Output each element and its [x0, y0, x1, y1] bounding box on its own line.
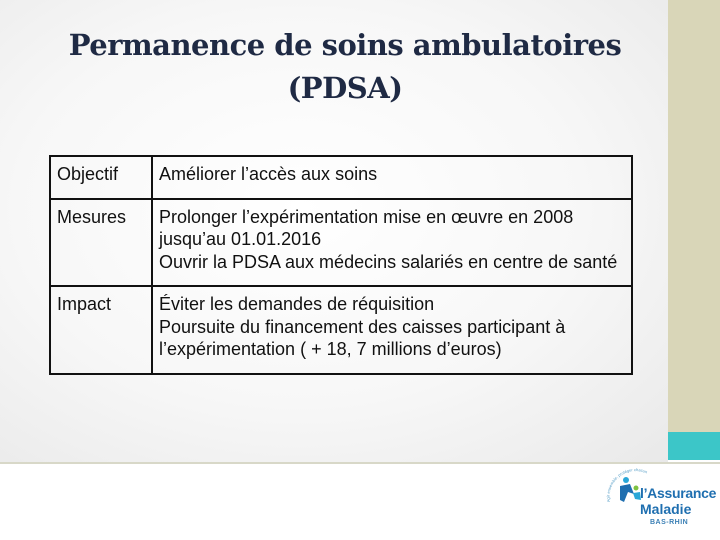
table-row: [50, 199, 632, 287]
logo-region: BAS-RHIN: [650, 519, 689, 526]
row-label-impact: Impact: [50, 286, 152, 374]
title-line-2: (PDSA): [287, 71, 403, 105]
row-label-mesures: Mesures: [50, 199, 152, 287]
logo-name-line-2: Maladie: [640, 501, 692, 517]
logo-name-line-1: l’Assurance: [640, 485, 717, 501]
logo-arc-text: Agir ensemble, protéger chacun: [605, 467, 649, 503]
row-label-objectif: Objectif: [50, 156, 152, 199]
table-row: [50, 156, 632, 199]
row-value-mesures: [152, 199, 632, 287]
row-text: Éviter les demandes de réquisition: [159, 294, 435, 314]
row-value-objectif: [152, 156, 632, 199]
row-text: Ouvrir la PDSA aux médecins salariés en centre de santé: [159, 251, 618, 272]
row-value-impact: [152, 286, 632, 374]
side-decoration-band: [668, 0, 720, 432]
side-accent-band: [668, 432, 720, 460]
row-text: Prolonger l’expérimentation mise en œuvre en 2008 jusqu’au 01.01.2016: [159, 206, 574, 249]
content-table: [49, 155, 633, 375]
slide-title: [20, 24, 670, 110]
logo-figures-icon: [620, 477, 641, 502]
row-text: Améliorer l’accès aux soins: [159, 164, 378, 184]
title-line-1: Permanence de soins ambulatoires: [68, 28, 622, 62]
row-text: Poursuite du financement des caisses participant à l’expérimentation ( + 18, 7 millions d’euros): [159, 316, 566, 359]
table-row: [50, 286, 632, 374]
